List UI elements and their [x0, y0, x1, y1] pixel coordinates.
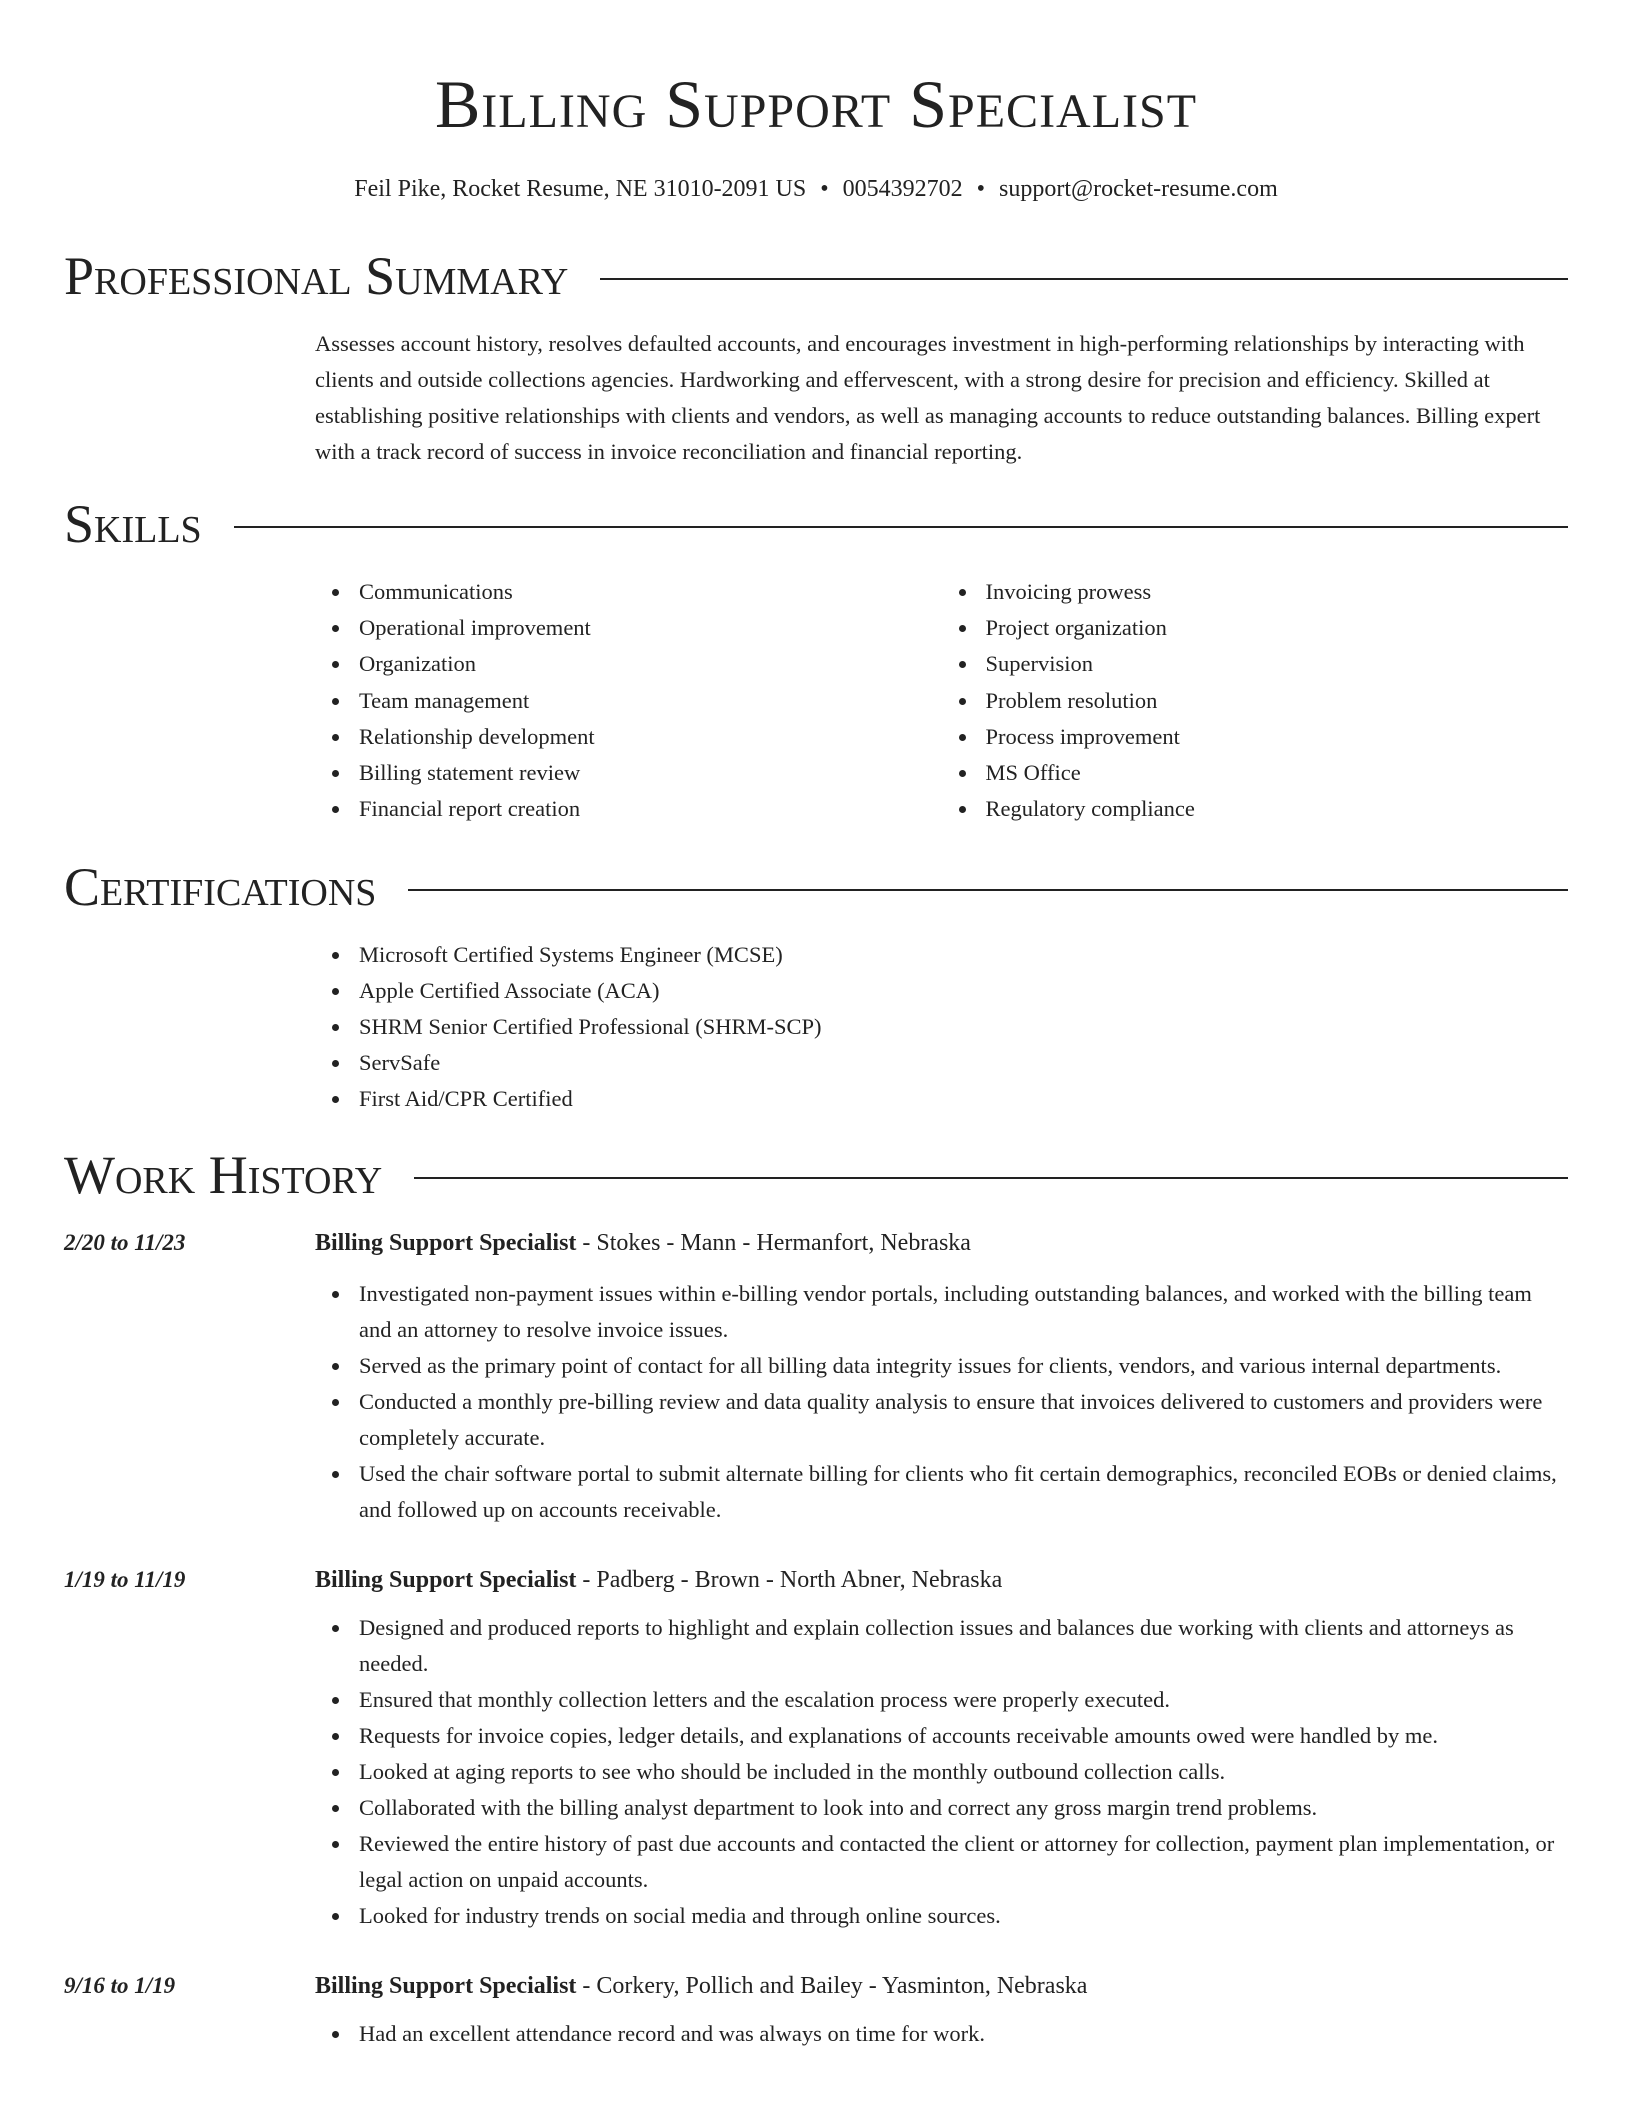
job-bullet: Conducted a monthly pre-billing review and data quality analysis to ensure that invoices delivered to customers and providers were completely accurate.: [359, 1384, 1568, 1456]
contact-address: Feil Pike, Rocket Resume, NE 31010-2091 US: [354, 176, 807, 202]
work-history-heading: Work History: [64, 1145, 383, 1206]
job-details: [315, 1968, 1568, 2052]
job-bullet: Used the chair software portal to submit alternate billing for clients who fit certain demographics, reconciled EOBs or denied claims, and followed up on accounts receivable.: [359, 1456, 1568, 1528]
job-bullets: [315, 2016, 1568, 2052]
job-header: [315, 1968, 1568, 2004]
skill-item: Billing statement review: [359, 755, 942, 791]
job-bullets: [315, 1610, 1568, 1934]
job-role: Billing Support Specialist: [315, 1973, 577, 2000]
job-employer: - Corkery, Pollich and Bailey - Yasminton, Nebraska: [576, 1973, 1088, 2000]
job-dates: 2/20 to 11/23: [64, 1230, 186, 1256]
skills-list-left: [315, 574, 942, 827]
certifications-content: [315, 937, 1568, 1117]
summary-heading: Professional Summary: [64, 246, 569, 306]
summary-section-header: [64, 240, 1568, 312]
skill-item: Invoicing prowess: [986, 574, 1569, 610]
skill-item: Organization: [359, 646, 942, 682]
contact-separator: •: [976, 176, 986, 202]
job-bullet: Collaborated with the billing analyst department to look into and correct any gross margin trend problems.: [359, 1790, 1568, 1826]
job-header: [315, 1562, 1568, 1598]
certifications-list: [315, 937, 1568, 1117]
job-entry: [64, 1968, 1568, 2052]
job-dates: 1/19 to 11/19: [64, 1567, 186, 1593]
section-divider: [414, 1177, 1568, 1179]
certifications-heading: Certifications: [64, 857, 377, 918]
skills-section-header: [64, 488, 1568, 560]
skill-item: Operational improvement: [359, 610, 942, 646]
job-bullet: Reviewed the entire history of past due accounts and contacted the client or attorney for collection, payment plan implementation, or legal action on unpaid accounts.: [359, 1826, 1568, 1898]
job-header: [315, 1225, 1568, 1261]
skills-list-right: [942, 574, 1569, 827]
work-history-section-header: [64, 1139, 1568, 1211]
skill-item: Project organization: [986, 610, 1569, 646]
skill-item: Team management: [359, 683, 942, 719]
job-bullet: Designed and produced reports to highlight and explain collection issues and balances due working with clients and attorneys as needed.: [359, 1610, 1568, 1682]
job-bullet: Requests for invoice copies, ledger details, and explanations of accounts receivable amounts owed were handled by me.: [359, 1718, 1568, 1754]
contact-email[interactable]: support@rocket-resume.com: [999, 176, 1278, 202]
skill-item: Supervision: [986, 646, 1569, 682]
job-bullet: Investigated non-payment issues within e-billing vendor portals, including outstanding balances, and worked with the billing team and an attorney to resolve invoice issues.: [359, 1276, 1568, 1348]
job-role: Billing Support Specialist: [315, 1567, 577, 1594]
skills-heading: Skills: [64, 494, 202, 554]
job-entry: [64, 1225, 1568, 1528]
resume-title: Billing Support Specialist: [434, 66, 1198, 142]
job-details: [315, 1562, 1568, 1934]
skill-item: Process improvement: [986, 719, 1569, 755]
certification-item: Apple Certified Associate (ACA): [359, 973, 1568, 1009]
job-bullet: Had an excellent attendance record and was always on time for work.: [359, 2016, 1568, 2052]
job-bullets: [315, 1276, 1568, 1528]
summary-content: [315, 326, 1568, 470]
skill-item: MS Office: [986, 755, 1569, 791]
job-details: [315, 1225, 1568, 1528]
section-divider: [600, 278, 1568, 280]
job-role: Billing Support Specialist: [315, 1230, 577, 1257]
contact-line: [64, 172, 1568, 206]
job-bullet: Served as the primary point of contact for all billing data integrity issues for clients, vendors, and various internal departments.: [359, 1348, 1568, 1384]
job-bullet: Looked for industry trends on social media and through online sources.: [359, 1898, 1568, 1934]
job-dates: 9/16 to 1/19: [64, 1973, 176, 1999]
section-divider: [234, 526, 1568, 528]
certification-item: First Aid/CPR Certified: [359, 1081, 1568, 1117]
job-employer: - Padberg - Brown - North Abner, Nebraska: [576, 1567, 1003, 1594]
job-employer: - Stokes - Mann - Hermanfort, Nebraska: [576, 1230, 971, 1257]
summary-text: Assesses account history, resolves defaulted accounts, and encourages investment in high-performing relationships by interacting with clients and outside collections agencies. Hardworking and effervescent, with a strong desire for precision and efficiency. Skilled at establishing positive relationships with clients and vendors, as well as managing accounts to reduce outstanding balances. Billing expert with a track record of success in invoice reconciliation and financial reporting.: [315, 331, 1541, 464]
job-entry: [64, 1562, 1568, 1934]
job-bullet: Ensured that monthly collection letters and the escalation process were properly executed.: [359, 1682, 1568, 1718]
contact-phone: 0054392702: [842, 176, 963, 202]
skill-item: Financial report creation: [359, 791, 942, 827]
skills-grid: [315, 574, 1568, 827]
skill-item: Problem resolution: [986, 683, 1569, 719]
certifications-section-header: [64, 851, 1568, 923]
section-divider: [408, 889, 1568, 891]
contact-separator: •: [820, 176, 829, 202]
skill-item: Regulatory compliance: [986, 791, 1569, 827]
certification-item: Microsoft Certified Systems Engineer (MCSE): [359, 937, 1568, 973]
job-bullet: Looked at aging reports to see who should be included in the monthly outbound collection calls.: [359, 1754, 1568, 1790]
certification-item: ServSafe: [359, 1045, 1568, 1081]
skill-item: Relationship development: [359, 719, 942, 755]
skill-item: Communications: [359, 574, 942, 610]
certification-item: SHRM Senior Certified Professional (SHRM-SCP): [359, 1009, 1568, 1045]
